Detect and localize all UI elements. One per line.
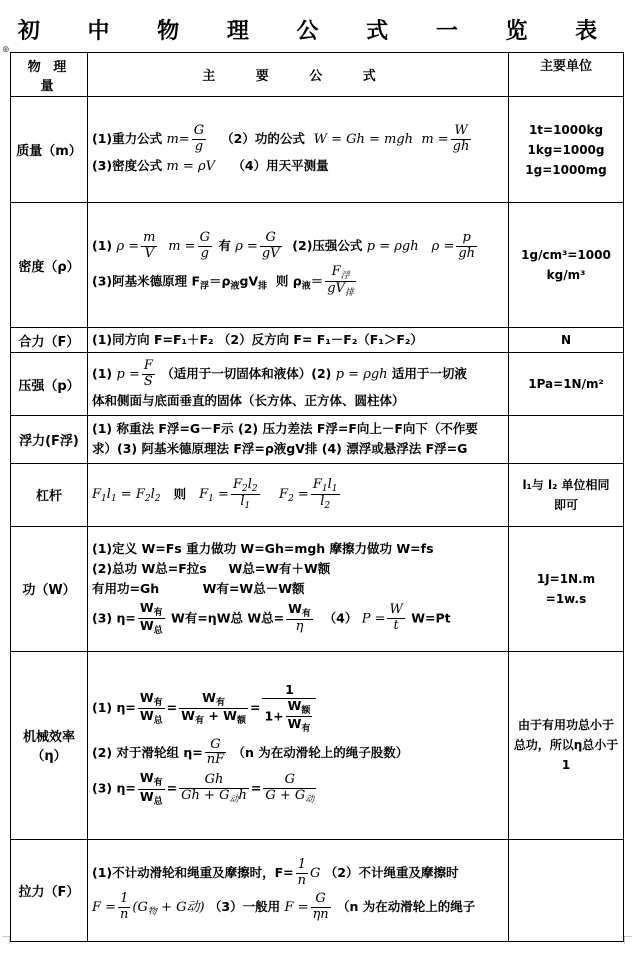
work-line3: 有用功=Gh W有=W总－W额 [92,580,305,596]
density-line1-label: (1) [92,238,113,254]
row-name-line: 机械效率 [22,730,75,746]
mass-line1-label-b: （2）功的公式 [221,130,305,146]
table-row-pull [11,839,624,941]
table-row-efficiency [11,651,624,839]
unit-line: 1g=1000mg [525,162,607,177]
formula-cell: (1)重力公式 m= $\frac{G}{g}$ （2）功的公式 W = Gh = mgh m = $\frac{W}{gh}$ (3)密度公式 m = ρV （4）用天平测量 [88,97,509,203]
unit-cell [509,463,624,526]
work-line4-b: W有=ηW总 W总= [171,610,285,626]
table-row-pressure [11,353,624,416]
unit-cell: 1Pa=1N/m² [509,353,624,416]
unit-cell [509,839,624,941]
table-row-density [11,203,624,328]
formula-cell: (1) p = $\frac{F}{S}$ （适用于一切固体和液体）(2) p = ρgh 适用于一切液 体和侧面与底面垂直的固体（长方体、正方体、圆柱体） [88,353,509,416]
efficiency-line2-a: (2) 对于滑轮组 η= [92,744,203,760]
work-line4-c: （4） [323,610,358,626]
work-line4-a: (3) η= [92,610,136,626]
formula-cell: (1)定义 W=Fs 重力做功 W=Gh=mgh 摩擦力做功 W=fs (2)总功 W总=F拉s W总=W有＋W额 有用功=Gh W有=W总－W额 (3) η= $\frac{W_有}{W_总}$ W有=ηW总 W总= $\frac{W_有}{\eta}$ （4） P = $\frac{W}{t}$ W=Pt [88,526,509,651]
efficiency-line3: (3) η= [92,780,136,796]
header-quantity: 物 理 量 [11,53,88,97]
pull-line1-a: (1)不计动滑轮和绳重及摩擦时，F= [92,864,294,880]
unit-cell: 由于有用功总小于总功，所以η总小于 1 [509,651,624,839]
formula-cell: (1)不计动滑轮和绳重及摩擦时，F= $\frac{1}{n}$ G （2）不计绳重及摩擦时 F = $\frac{1}{n}$ ($G_物 + G$动) （3）一般用 F = $\frac{G}{\eta n}$ （n 为在动滑轮上的绳子 [88,839,509,941]
density-line2-then: 则 [275,273,289,289]
buoyancy-line2: 求）(3) 阿基米德原理法 F浮=ρ液gV排 (4) 漂浮或悬浮法 F浮=G [92,440,468,456]
unit-cell [509,416,624,464]
table-row-force [11,328,624,353]
page-title: 初 中 物 理 公 式 一 览 表 [17,18,618,44]
unit-line: 即可 [553,497,578,512]
crop-mark-icon [2,936,10,944]
work-line1: (1)定义 W=Fs 重力做功 W=Gh=mgh 摩擦力做功 W=fs [92,541,434,557]
formula-cell: (1) η= $\frac{W_有}{W_总}$ = $\frac{W_有}{W_有 + W_额}$ = 1 1+ $\frac{W_额}{W_有}$ (2) 对于滑轮组 η= $\frac{G}{nF}$ （n 为在动滑轮上的绳子股数） (3) η= $\frac{W_有}{W_总}$ = $\frac{Gh}{Gh + G_动h}$ = $\frac{G}{G + G_动}$ [88,651,509,839]
unit-line: l₁与 l₂ 单位相同 [522,477,610,492]
table-row-lever [11,463,624,526]
mass-line2-label: (3)密度公式 [92,157,163,173]
table-header-row [11,53,624,97]
row-name-line: （η） [31,749,67,765]
header-unit: 主要单位 [509,53,624,97]
lever-then: 则 [173,486,187,502]
unit-line: 1t=1000kg [528,122,604,137]
mass-line1-label: (1)重力公式 [92,130,163,146]
unit-line: =1w.s [545,591,587,606]
row-name [11,651,88,839]
row-name: 功（W） [11,526,88,651]
efficiency-line1: (1) η= [92,700,136,716]
unit-cell [509,97,624,203]
efficiency-line2-b: （n 为在动滑轮上的绳子股数） [232,744,409,760]
formula-cell: $F_1l_1 = F_2l_2$ 则 $F_1$ = $\frac{F_2l_2}{l_1}$ $F_2$ = $\frac{F_1l_1}{l_2}$ [88,463,509,526]
row-name: 合力（F） [11,328,88,353]
pressure-line1-label-b: （适用于一切固体和液体）(2) [161,365,332,381]
formula-cell [88,416,509,464]
density-line1-label-c: (2)压强公式 [292,238,363,254]
row-name: 质量（m） [11,97,88,203]
unit-line: 1kg=1000g [527,142,605,157]
unit-cell: N [509,328,624,353]
unit-line: 1J=1N.m [536,571,596,586]
row-name: 杠杆 [11,463,88,526]
unit-line: kg/m³ [546,268,586,282]
unit-cell [509,526,624,651]
pressure-line1-label: (1) [92,365,113,381]
buoyancy-line1: (1) 称重法 F浮=G－F示 (2) 压力差法 F浮=F向上－F向下（不作要 [92,421,478,436]
work-line2: (2)总功 W总=F拉s W总=W有＋W额 [92,560,331,576]
unit-line: 1g/cm³=1000 [521,248,611,262]
pull-line2-a: （3）一般用 [208,898,281,914]
table-row-mass [11,97,624,203]
mass-line2-label-b: （4）用天平测量 [232,157,329,173]
pull-line2-b: （n 为在动滑轮上的绳子 [337,898,476,914]
pressure-line1-label-c: 适用于一切液 [391,365,467,381]
row-name: 拉力（F） [11,839,88,941]
formula-table [10,52,624,942]
pull-line1-b: （2）不计绳重及摩擦时 [324,864,459,880]
density-line1-have: 有 [218,238,231,254]
formula-cell: (1) ρ = $\frac{m}{V}$ m = $\frac{G}{g}$ 有 ρ = $\frac{G}{gV}$ (2)压强公式 p = ρgh ρ = $\frac{p}{gh}$ (3)阿基米德原理 $F_浮=\rho_液gV_排$ 则 $\rho_液=$ $\frac{F_浮}{gV_排}$ [88,203,509,328]
crop-mark-icon [624,936,632,944]
pressure-line2: 体和侧面与底面垂直的固体（长方体、正方体、圆柱体） [92,392,405,408]
row-name: 密度（ρ） [11,203,88,328]
row-name: 浮力(F浮) [11,416,88,464]
header-formula: 主 要 公 式 [88,53,509,97]
density-line2-label: (3)阿基米德原理 [92,273,188,289]
formula-cell: (1)同方向 F=F₁＋F₂ （2）反方向 F= F₁－F₂（F₁＞F₂） [88,328,509,353]
table-row-buoyancy [11,416,624,464]
table-move-handle-icon[interactable]: ⊕ [2,45,10,55]
work-line4-d: W=Pt [411,610,451,626]
row-name: 压强（p） [11,353,88,416]
unit-cell [509,203,624,328]
table-row-work [11,526,624,651]
